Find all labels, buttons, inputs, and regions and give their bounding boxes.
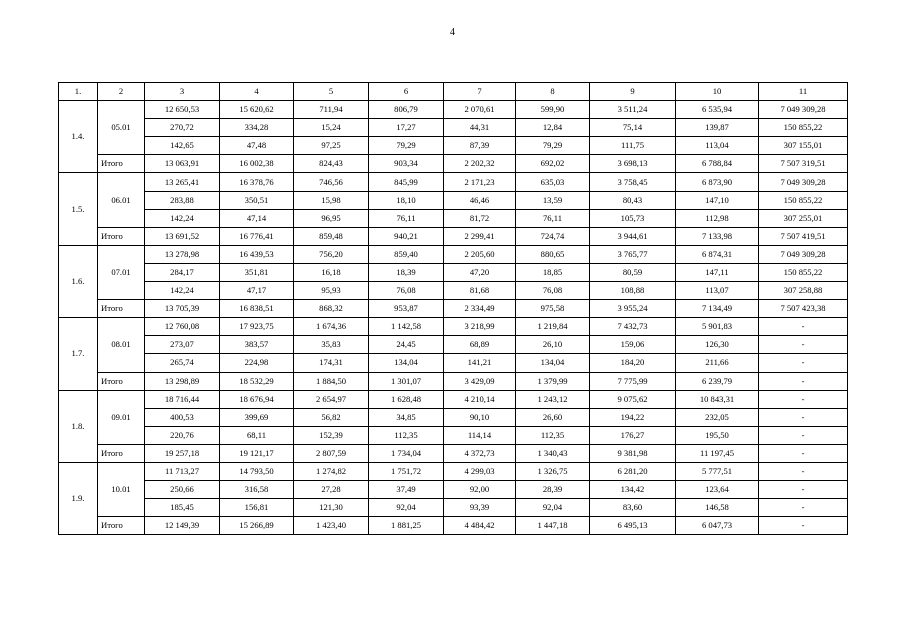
table-cell: 1 274,82 — [294, 462, 369, 480]
table-row — [59, 481, 848, 499]
table-cell: 28,39 — [516, 481, 590, 499]
total-row — [59, 155, 848, 173]
table-cell: 147,10 — [676, 191, 759, 209]
table-cell: - — [759, 318, 848, 336]
total-cell: 940,21 — [369, 227, 444, 245]
total-label: Итого — [98, 444, 145, 462]
table-cell: 1 142,58 — [369, 318, 444, 336]
table-cell: 112,35 — [369, 426, 444, 444]
table-cell: 47,20 — [444, 263, 516, 281]
table-cell: 270,72 — [145, 119, 220, 137]
table-cell: 746,56 — [294, 173, 369, 191]
table-cell: 711,94 — [294, 101, 369, 119]
table-cell: 150 855,22 — [759, 119, 848, 137]
total-cell: 6 788,84 — [676, 155, 759, 173]
total-cell: 6 047,73 — [676, 517, 759, 535]
table-cell: 845,99 — [369, 173, 444, 191]
total-cell: 1 423,40 — [294, 517, 369, 535]
section-number: 1.6. — [59, 245, 98, 317]
table-cell: 126,30 — [676, 336, 759, 354]
table-cell: 307 258,88 — [759, 282, 848, 300]
table-cell: 9 075,62 — [590, 390, 676, 408]
table-cell: 76,08 — [369, 282, 444, 300]
table-cell: 75,14 — [590, 119, 676, 137]
table-cell: 83,60 — [590, 499, 676, 517]
table-cell: 142,65 — [145, 137, 220, 155]
table-cell: 26,60 — [516, 408, 590, 426]
table-cell: 68,11 — [220, 426, 294, 444]
table-cell: 3 765,77 — [590, 245, 676, 263]
table-row — [59, 173, 848, 191]
table-cell: 146,58 — [676, 499, 759, 517]
table-cell: 195,50 — [676, 426, 759, 444]
section-number: 1.7. — [59, 318, 98, 390]
section-number: 1.4. — [59, 101, 98, 173]
total-cell: 19 121,17 — [220, 444, 294, 462]
table-cell: 316,58 — [220, 481, 294, 499]
table-cell: 79,29 — [516, 137, 590, 155]
total-cell: 868,32 — [294, 300, 369, 318]
column-header: 9 — [590, 83, 676, 101]
table-cell: 81,72 — [444, 209, 516, 227]
table-cell: 12,84 — [516, 119, 590, 137]
total-row — [59, 517, 848, 535]
section-code: 10.01 — [98, 462, 145, 516]
total-label: Итого — [98, 300, 145, 318]
total-cell: 18 532,29 — [220, 372, 294, 390]
total-cell: - — [759, 517, 848, 535]
table-cell: 7 049 309,28 — [759, 173, 848, 191]
total-label: Итого — [98, 372, 145, 390]
section-code: 07.01 — [98, 245, 145, 299]
table-row — [59, 137, 848, 155]
table-cell: 4 299,03 — [444, 462, 516, 480]
table-row — [59, 462, 848, 480]
table-row — [59, 354, 848, 372]
table-cell: 152,39 — [294, 426, 369, 444]
table-cell: 46,46 — [444, 191, 516, 209]
table-cell: 112,98 — [676, 209, 759, 227]
table-cell: 142,24 — [145, 209, 220, 227]
table-cell: 16 439,53 — [220, 245, 294, 263]
table-cell: 350,51 — [220, 191, 294, 209]
total-cell: 692,02 — [516, 155, 590, 173]
table-cell: 383,57 — [220, 336, 294, 354]
table-row — [59, 336, 848, 354]
table-cell: 7 049 309,28 — [759, 245, 848, 263]
table-cell: 1 219,84 — [516, 318, 590, 336]
table-cell: 24,45 — [369, 336, 444, 354]
table-cell: 1 674,36 — [294, 318, 369, 336]
total-label: Итого — [98, 155, 145, 173]
table-cell: 123,64 — [676, 481, 759, 499]
column-header: 8 — [516, 83, 590, 101]
table-cell: 6 281,20 — [590, 462, 676, 480]
table-cell: 18,85 — [516, 263, 590, 281]
table-cell: 3 218,99 — [444, 318, 516, 336]
table-cell: 93,39 — [444, 499, 516, 517]
table-cell: 859,40 — [369, 245, 444, 263]
total-cell: 1 881,25 — [369, 517, 444, 535]
table-cell: 184,20 — [590, 354, 676, 372]
table-cell: 147,11 — [676, 263, 759, 281]
table-cell: 399,69 — [220, 408, 294, 426]
table-cell: 17 923,75 — [220, 318, 294, 336]
total-cell: 724,74 — [516, 227, 590, 245]
data-table — [58, 82, 848, 535]
table-cell: 81,68 — [444, 282, 516, 300]
total-cell: - — [759, 372, 848, 390]
table-cell: 7 432,73 — [590, 318, 676, 336]
table-cell: 92,04 — [516, 499, 590, 517]
table-cell: 599,90 — [516, 101, 590, 119]
page-number: 4 — [450, 27, 455, 38]
table-cell: 76,11 — [369, 209, 444, 227]
total-cell: 1 379,99 — [516, 372, 590, 390]
table-cell: 307 155,01 — [759, 137, 848, 155]
table-cell: 79,29 — [369, 137, 444, 155]
column-header: 7 — [444, 83, 516, 101]
total-cell: 3 698,13 — [590, 155, 676, 173]
table-cell: - — [759, 390, 848, 408]
table-cell: 400,53 — [145, 408, 220, 426]
section-code: 08.01 — [98, 318, 145, 372]
table-cell: 18 716,44 — [145, 390, 220, 408]
table-cell: 26,10 — [516, 336, 590, 354]
total-cell: 903,34 — [369, 155, 444, 173]
total-cell: 953,87 — [369, 300, 444, 318]
table-cell: 27,28 — [294, 481, 369, 499]
total-cell: 1 447,18 — [516, 517, 590, 535]
table-cell: 13 265,41 — [145, 173, 220, 191]
table-cell: 112,35 — [516, 426, 590, 444]
table-row — [59, 245, 848, 263]
total-cell: 6 495,13 — [590, 517, 676, 535]
table-row — [59, 119, 848, 137]
total-cell: 1 340,43 — [516, 444, 590, 462]
table-cell: 17,27 — [369, 119, 444, 137]
table-cell: 1 751,72 — [369, 462, 444, 480]
table-cell: 76,08 — [516, 282, 590, 300]
table-cell: 47,14 — [220, 209, 294, 227]
table-cell: 15,98 — [294, 191, 369, 209]
table-cell: 265,74 — [145, 354, 220, 372]
total-cell: 7 507 419,51 — [759, 227, 848, 245]
table-cell: 2 654,97 — [294, 390, 369, 408]
table-cell: 16,18 — [294, 263, 369, 281]
table-cell: 176,27 — [590, 426, 676, 444]
total-cell: 13 705,39 — [145, 300, 220, 318]
table-cell: 14 793,50 — [220, 462, 294, 480]
total-row — [59, 300, 848, 318]
table-cell: 1 628,48 — [369, 390, 444, 408]
table-cell: - — [759, 408, 848, 426]
table-cell: 142,24 — [145, 282, 220, 300]
table-cell: 5 901,83 — [676, 318, 759, 336]
total-cell: 7 507 423,38 — [759, 300, 848, 318]
table-cell: 150 855,22 — [759, 191, 848, 209]
total-cell: 13 298,89 — [145, 372, 220, 390]
total-cell: 7 133,98 — [676, 227, 759, 245]
table-cell: 7 049 309,28 — [759, 101, 848, 119]
table-cell: 18,39 — [369, 263, 444, 281]
total-cell: 824,43 — [294, 155, 369, 173]
table-cell: 284,17 — [145, 263, 220, 281]
table-cell: 15 620,62 — [220, 101, 294, 119]
table-cell: 2 070,61 — [444, 101, 516, 119]
table-cell: - — [759, 426, 848, 444]
column-header: 11 — [759, 83, 848, 101]
table-cell: 5 777,51 — [676, 462, 759, 480]
table-cell: 159,06 — [590, 336, 676, 354]
table-cell: - — [759, 462, 848, 480]
total-cell: 4 484,42 — [444, 517, 516, 535]
column-header: 3 — [145, 83, 220, 101]
total-cell: 15 266,89 — [220, 517, 294, 535]
table-row — [59, 499, 848, 517]
table-cell: 134,04 — [516, 354, 590, 372]
table-row — [59, 390, 848, 408]
total-cell: 3 955,24 — [590, 300, 676, 318]
table-row — [59, 408, 848, 426]
section-code: 09.01 — [98, 390, 145, 444]
table-cell: 95,93 — [294, 282, 369, 300]
table-cell: - — [759, 336, 848, 354]
table-cell: 47,48 — [220, 137, 294, 155]
table-row — [59, 318, 848, 336]
total-cell: 19 257,18 — [145, 444, 220, 462]
table-cell: 113,04 — [676, 137, 759, 155]
table-cell: 134,04 — [369, 354, 444, 372]
table-cell: - — [759, 499, 848, 517]
table-cell: 13 278,98 — [145, 245, 220, 263]
table-row — [59, 426, 848, 444]
total-cell: 13 691,52 — [145, 227, 220, 245]
table-cell: - — [759, 481, 848, 499]
total-cell: 16 776,41 — [220, 227, 294, 245]
table-cell: 18 676,94 — [220, 390, 294, 408]
table-cell: 283,88 — [145, 191, 220, 209]
table-cell: 18,10 — [369, 191, 444, 209]
total-cell: 3 429,09 — [444, 372, 516, 390]
table-cell: 108,88 — [590, 282, 676, 300]
table-cell: 13,59 — [516, 191, 590, 209]
table-cell: 10 843,31 — [676, 390, 759, 408]
table-cell: 15,24 — [294, 119, 369, 137]
table-cell: 56,82 — [294, 408, 369, 426]
table-cell: 80,43 — [590, 191, 676, 209]
total-cell: 1 884,50 — [294, 372, 369, 390]
table-cell: 250,66 — [145, 481, 220, 499]
total-cell: 4 372,73 — [444, 444, 516, 462]
table-cell: 6 873,90 — [676, 173, 759, 191]
column-header: 2 — [98, 83, 145, 101]
table-row — [59, 101, 848, 119]
total-cell: 2 299,41 — [444, 227, 516, 245]
total-row — [59, 444, 848, 462]
table-cell: 16 378,76 — [220, 173, 294, 191]
column-header: 10 — [676, 83, 759, 101]
total-cell: 2 807,59 — [294, 444, 369, 462]
table-cell: 44,31 — [444, 119, 516, 137]
table-cell: 880,65 — [516, 245, 590, 263]
table-cell: 232,05 — [676, 408, 759, 426]
table-cell: 35,83 — [294, 336, 369, 354]
table-cell: 134,42 — [590, 481, 676, 499]
section-number: 1.9. — [59, 462, 98, 534]
table-row — [59, 191, 848, 209]
total-label: Итого — [98, 517, 145, 535]
table-cell: 2 171,23 — [444, 173, 516, 191]
table-cell: 76,11 — [516, 209, 590, 227]
table-row — [59, 282, 848, 300]
table-cell: 211,66 — [676, 354, 759, 372]
total-cell: 1 301,07 — [369, 372, 444, 390]
column-header: 6 — [369, 83, 444, 101]
table-cell: 34,85 — [369, 408, 444, 426]
section-code: 06.01 — [98, 173, 145, 227]
table-cell: 156,81 — [220, 499, 294, 517]
column-header: 4 — [220, 83, 294, 101]
table-cell: 150 855,22 — [759, 263, 848, 281]
table-cell: 114,14 — [444, 426, 516, 444]
table-cell: 47,17 — [220, 282, 294, 300]
total-label: Итого — [98, 227, 145, 245]
table-cell: 1 326,75 — [516, 462, 590, 480]
total-row — [59, 372, 848, 390]
total-cell: 975,58 — [516, 300, 590, 318]
table-cell: 37,49 — [369, 481, 444, 499]
table-cell: 92,00 — [444, 481, 516, 499]
total-row — [59, 227, 848, 245]
total-cell: 16 838,51 — [220, 300, 294, 318]
table-cell: 174,31 — [294, 354, 369, 372]
table-cell: 12 650,53 — [145, 101, 220, 119]
total-cell: 2 334,49 — [444, 300, 516, 318]
table-cell: 806,79 — [369, 101, 444, 119]
table-cell: 6 874,31 — [676, 245, 759, 263]
table-cell: 3 511,24 — [590, 101, 676, 119]
total-cell: 7 775,99 — [590, 372, 676, 390]
total-cell: 1 734,04 — [369, 444, 444, 462]
total-cell: 7 507 319,51 — [759, 155, 848, 173]
table-cell: 68,89 — [444, 336, 516, 354]
total-cell: 859,48 — [294, 227, 369, 245]
total-cell: 11 197,45 — [676, 444, 759, 462]
table-cell: 2 205,60 — [444, 245, 516, 263]
table-cell: 185,45 — [145, 499, 220, 517]
total-cell: 7 134,49 — [676, 300, 759, 318]
total-cell: 16 002,38 — [220, 155, 294, 173]
table-cell: 12 760,08 — [145, 318, 220, 336]
total-cell: 3 944,61 — [590, 227, 676, 245]
table-cell: 141,21 — [444, 354, 516, 372]
table-cell: 273,07 — [145, 336, 220, 354]
table-cell: 139,87 — [676, 119, 759, 137]
table-cell: 105,73 — [590, 209, 676, 227]
column-header: 1. — [59, 83, 98, 101]
section-number: 1.8. — [59, 390, 98, 462]
total-cell: 2 202,32 — [444, 155, 516, 173]
table-cell: 96,95 — [294, 209, 369, 227]
section-code: 05.01 — [98, 101, 145, 155]
table-cell: 635,03 — [516, 173, 590, 191]
total-cell: 12 149,39 — [145, 517, 220, 535]
table-row — [59, 263, 848, 281]
table-cell: 90,10 — [444, 408, 516, 426]
total-cell: - — [759, 444, 848, 462]
table-cell: 92,04 — [369, 499, 444, 517]
column-header: 5 — [294, 83, 369, 101]
table-cell: 194,22 — [590, 408, 676, 426]
table-cell: 97,25 — [294, 137, 369, 155]
total-cell: 6 239,79 — [676, 372, 759, 390]
table-cell: 1 243,12 — [516, 390, 590, 408]
table-cell: 121,30 — [294, 499, 369, 517]
table-cell: 113,07 — [676, 282, 759, 300]
total-cell: 13 063,91 — [145, 155, 220, 173]
section-number: 1.5. — [59, 173, 98, 245]
table-header-row — [59, 83, 848, 101]
table-cell: 80,59 — [590, 263, 676, 281]
table-cell: 6 535,94 — [676, 101, 759, 119]
table-cell: - — [759, 354, 848, 372]
table-cell: 351,81 — [220, 263, 294, 281]
table-cell: 4 210,14 — [444, 390, 516, 408]
table-cell: 11 713,27 — [145, 462, 220, 480]
table-row — [59, 209, 848, 227]
table-cell: 756,20 — [294, 245, 369, 263]
table-cell: 87,39 — [444, 137, 516, 155]
total-cell: 9 381,98 — [590, 444, 676, 462]
table-cell: 307 255,01 — [759, 209, 848, 227]
table-cell: 111,75 — [590, 137, 676, 155]
table-cell: 224,98 — [220, 354, 294, 372]
table-cell: 3 758,45 — [590, 173, 676, 191]
table-cell: 220,76 — [145, 426, 220, 444]
table-cell: 334,28 — [220, 119, 294, 137]
